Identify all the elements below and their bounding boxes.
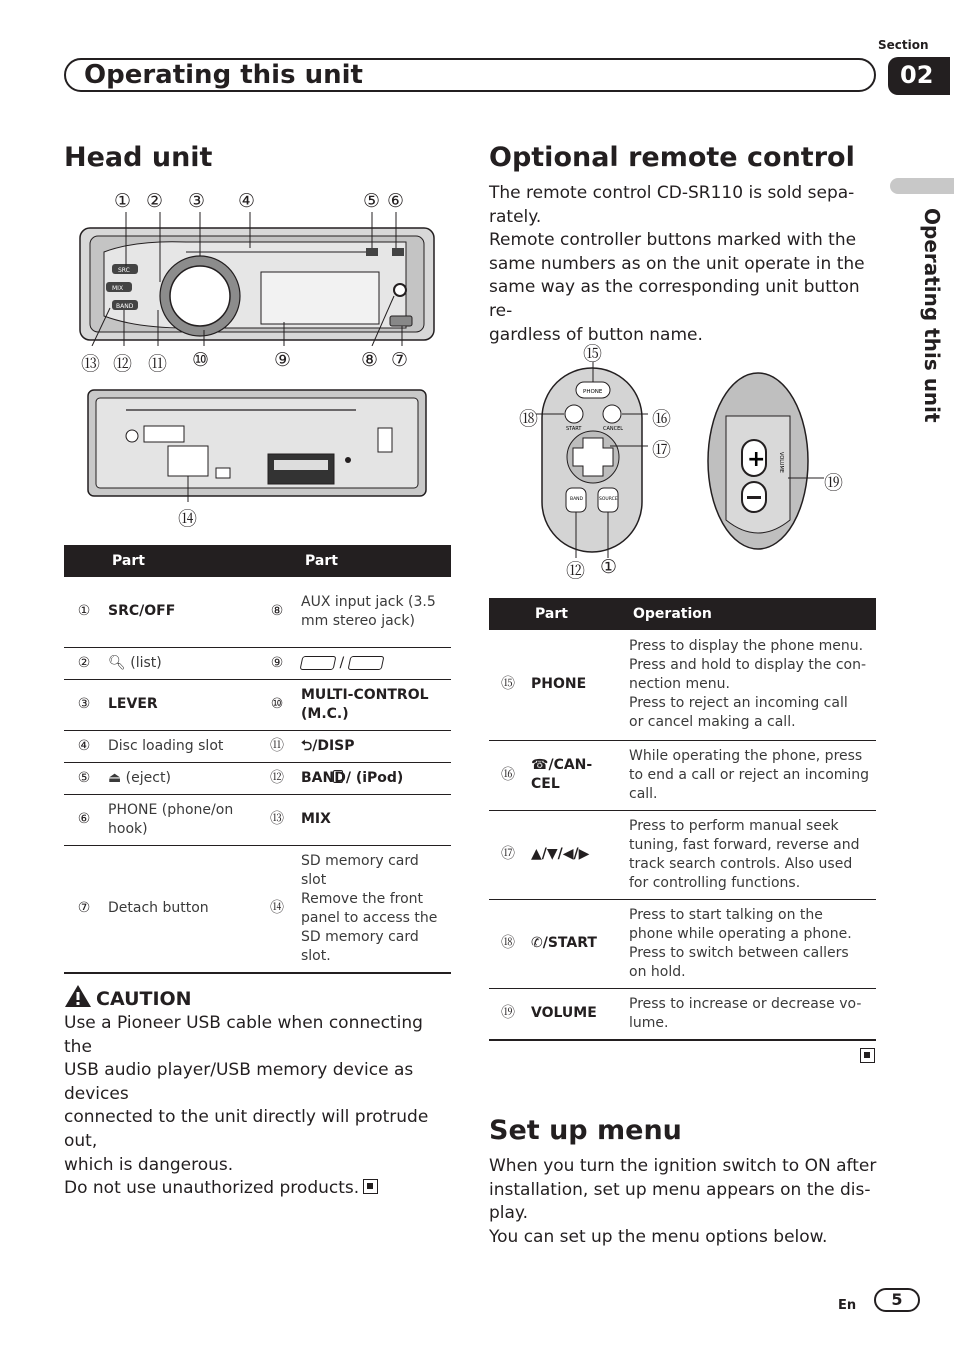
callout-19: ⑲ — [824, 472, 844, 494]
part-number: ⑯ — [501, 766, 515, 783]
track-down-key-icon — [300, 656, 337, 670]
part-name: MULTI-CONTROL (M.C.) — [301, 686, 429, 722]
off-hook-icon: ✆ — [531, 935, 543, 951]
table-row — [64, 845, 451, 973]
part-number: ③ — [77, 696, 91, 712]
setup-heading: Set up menu — [489, 1115, 682, 1146]
table-header: Part — [527, 598, 625, 630]
table-header: Part — [104, 545, 257, 577]
callout-1: ① — [114, 190, 132, 212]
page-title: Operating this unit — [84, 60, 363, 90]
search-icon: 🔍︎ — [108, 654, 126, 671]
warning-icon — [64, 984, 92, 1008]
mix-key-label: MIX — [112, 285, 124, 292]
callout-2: ② — [146, 190, 164, 212]
part-number: ⑦ — [77, 900, 91, 917]
part-number: ⑰ — [501, 846, 515, 862]
part-name-disp — [297, 730, 451, 762]
callout-6: ⑥ — [387, 190, 405, 212]
intro-line: Remote controller buttons marked with the — [489, 230, 857, 251]
part-name: ⏏ (eject) — [108, 769, 171, 786]
part-number: ⑧ — [270, 603, 284, 620]
part-name: (list) — [125, 654, 162, 671]
caution-text — [64, 1012, 456, 1201]
table-row — [489, 988, 876, 1040]
side-tab-marker — [890, 178, 954, 194]
table-header: Part — [297, 545, 451, 577]
callout-5: ⑤ — [363, 190, 381, 212]
end-mark-icon — [860, 1048, 875, 1063]
part-number: ⑱ — [501, 935, 515, 951]
intro-line: same numbers as on the unit operate in the — [489, 253, 865, 274]
operation-text: Press to display the phone menu. Press and hold to display the con- nection menu. Press to reject an incoming call or cancel making a call. — [629, 638, 867, 731]
table-header-blank — [257, 545, 297, 577]
callout-12-remote: ⑫ — [566, 560, 586, 582]
part-name: LEVER — [108, 696, 158, 712]
part-name-start — [527, 899, 625, 988]
part-name: PHONE — [531, 676, 587, 693]
section-label: Section — [878, 38, 929, 52]
callout-3: ③ — [188, 190, 206, 212]
part-number: ④ — [77, 737, 91, 754]
part-name: MIX — [301, 811, 331, 827]
hang-up-icon: ☎︎ — [531, 757, 549, 773]
remote-band-label: BAND — [570, 497, 583, 502]
operation-text: Press to increase or decrease vo- lume. — [629, 995, 862, 1031]
table-header-row — [64, 545, 451, 577]
table-row — [64, 794, 451, 845]
language-label: En — [838, 1298, 857, 1313]
side-section-label: Operating this unit — [920, 208, 944, 423]
caution-line: which is dangerous. — [64, 1154, 234, 1175]
part-number: ⑲ — [501, 1005, 515, 1021]
part-number: ⑩ — [270, 696, 284, 712]
callout-7: ⑦ — [391, 349, 409, 371]
part-number: ⑥ — [77, 811, 91, 827]
callout-18: ⑱ — [519, 408, 539, 430]
remote-volume-label: VOLUME — [778, 452, 784, 473]
part-number: ⑪ — [270, 737, 284, 754]
table-row — [489, 810, 876, 899]
remote-back-illustration — [702, 370, 824, 552]
callout-15: ⑮ — [583, 343, 603, 365]
part-name-list — [104, 647, 257, 679]
part-number: ② — [77, 654, 91, 671]
part-number: ⑤ — [77, 769, 91, 786]
ipod-icon — [333, 770, 343, 783]
part-name: Detach button — [108, 900, 209, 917]
setup-line: When you turn the ignition switch to ON after — [489, 1156, 877, 1176]
callout-10: ⑩ — [192, 349, 210, 371]
table-header: Operation — [625, 598, 876, 630]
head-unit-parts-table — [64, 545, 451, 974]
svg-text:+: + — [747, 447, 766, 472]
remote-heading: Optional remote control — [489, 142, 855, 173]
operation-text: Press to start talking on the phone while operating a phone. Press to switch between callers on hold. — [629, 906, 852, 980]
back-arrow-icon: ⮌ — [301, 737, 313, 754]
callout-9: ⑨ — [274, 349, 292, 371]
table-row — [64, 577, 451, 647]
part-number: ⑫ — [270, 769, 284, 786]
callout-17: ⑰ — [652, 439, 672, 461]
caution-line: Use a Pioneer USB cable when connecting the — [64, 1013, 423, 1057]
part-name: VOLUME — [531, 1005, 597, 1021]
part-name-band — [297, 762, 451, 794]
part-name: /START — [542, 935, 597, 951]
caution-line: Do not use unauthorized products. — [64, 1178, 360, 1199]
callout-12: ⑫ — [113, 353, 133, 375]
part-number: ⑮ — [501, 676, 515, 693]
part-name: SRC/OFF — [108, 603, 176, 620]
callout-1-remote: ① — [600, 556, 618, 578]
caution-line: USB audio player/USB memory device as devices — [64, 1060, 414, 1104]
part-name: Disc loading slot — [108, 737, 224, 754]
table-row — [489, 740, 876, 810]
table-header-row — [489, 598, 876, 630]
intro-line: rately. — [489, 206, 542, 227]
callout-11: ⑪ — [148, 353, 168, 375]
remote-start-label: START — [566, 426, 582, 432]
intro-line: same way as the corresponding unit button re- — [489, 277, 860, 321]
setup-text — [489, 1155, 881, 1249]
section-badge: 02 — [888, 57, 950, 95]
operation-text: While operating the phone, press to end a call or reject an incoming call. — [629, 747, 870, 802]
table-row — [489, 630, 876, 740]
part-name: /CAN- CEL — [531, 757, 593, 792]
table-row — [64, 730, 451, 762]
remote-intro — [489, 182, 881, 347]
table-row — [64, 762, 451, 794]
track-up-key-icon — [347, 656, 384, 670]
intro-line: The remote control CD-SR110 is sold sepa- — [489, 183, 855, 203]
remote-source-label: SOURCE — [599, 497, 618, 502]
remote-operations-table — [489, 598, 876, 1041]
head-unit-heading: Head unit — [64, 142, 213, 173]
end-mark-icon — [363, 1179, 378, 1194]
part-number: ⑬ — [270, 811, 284, 827]
part-name: / — [335, 654, 349, 671]
part-number: ⑨ — [270, 654, 284, 671]
callout-13: ⑬ — [81, 353, 101, 375]
part-name: SD memory card slot Remove the front panel to access the SD memory card slot. — [301, 852, 438, 964]
page-number: 5 — [874, 1288, 920, 1312]
setup-line: installation, set up menu appears on the dis- — [489, 1179, 871, 1200]
table-header-blank — [64, 545, 104, 577]
part-number: ① — [77, 603, 91, 620]
part-name: /DISP — [312, 737, 355, 754]
src-key-label: SRC — [118, 267, 130, 274]
table-header-blank — [489, 598, 527, 630]
callout-14: ⑭ — [178, 508, 198, 530]
head-unit-back-illustration — [86, 388, 430, 502]
remote-front-illustration — [536, 362, 648, 558]
part-name: PHONE (phone/on hook) — [108, 801, 234, 837]
table-row — [64, 679, 451, 730]
table-row — [489, 899, 876, 988]
caution-line: connected to the unit directly will protrude out, — [64, 1107, 429, 1151]
callout-4: ④ — [238, 190, 256, 212]
part-name: BAND/ (iPod) — [301, 769, 404, 786]
part-name: AUX input jack (3.5 mm stereo jack) — [301, 593, 436, 629]
remote-phone-key-label: PHONE — [583, 389, 603, 395]
intro-line: gardless of button name. — [489, 324, 703, 345]
setup-line: You can set up the menu options below. — [489, 1226, 828, 1247]
operation-text: Press to perform manual seek tuning, fast forward, reverse and track search controls. Also used for controlling functions. — [629, 817, 860, 891]
head-unit-front-illustration — [76, 212, 438, 346]
table-row — [64, 647, 451, 679]
part-name: ▲/▼/◀/▶ — [531, 846, 590, 862]
band-key-label: BAND — [116, 303, 134, 310]
part-name-track-keys — [297, 647, 451, 679]
callout-16: ⑯ — [652, 408, 672, 430]
caution-title: CAUTION — [96, 988, 192, 1010]
setup-line: play. — [489, 1203, 528, 1224]
remote-cancel-label: CANCEL — [603, 426, 624, 432]
part-name-cancel — [527, 740, 625, 810]
callout-8: ⑧ — [361, 349, 379, 371]
part-number: ⑭ — [270, 900, 284, 917]
